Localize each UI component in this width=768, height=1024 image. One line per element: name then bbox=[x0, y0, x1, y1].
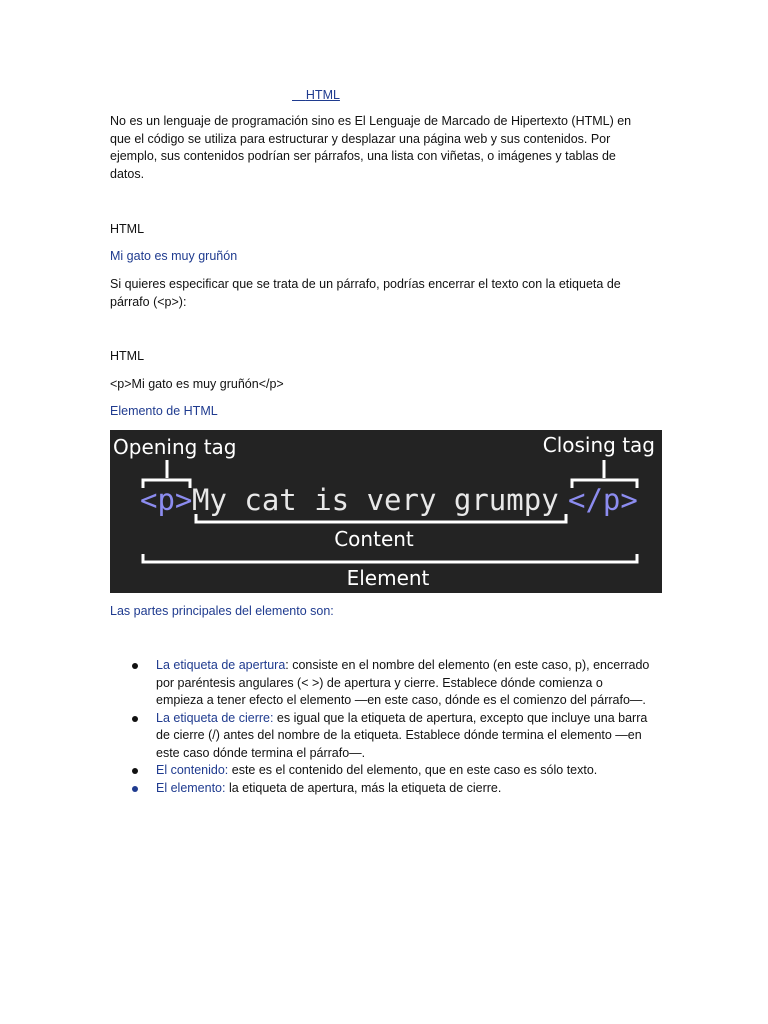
bullet-icon bbox=[132, 786, 138, 792]
closing-tag-label: Closing tag bbox=[542, 433, 655, 457]
html-label-2: HTML bbox=[110, 349, 145, 363]
element-label: Element bbox=[346, 566, 430, 590]
html-label-1: HTML bbox=[110, 222, 145, 236]
list-item-term: El contenido: bbox=[156, 763, 229, 777]
list-item-term: La etiqueta de apertura bbox=[156, 658, 286, 672]
list-item bbox=[110, 657, 650, 710]
list-item bbox=[110, 710, 650, 763]
element-heading-block bbox=[110, 403, 650, 421]
document-title[interactable]: HTML bbox=[305, 88, 340, 102]
opening-tag-label: Opening tag bbox=[113, 435, 237, 459]
list-item-desc: este es el contenido del elemento, que en este caso es sólo texto. bbox=[228, 763, 598, 777]
code-example-block bbox=[110, 376, 650, 394]
diagram-svg bbox=[110, 430, 662, 593]
code-example: <p>Mi gato es muy gruñón</p> bbox=[110, 377, 284, 391]
parts-heading: Las partes principales del elemento son: bbox=[110, 604, 334, 618]
example-heading: Mi gato es muy gruñón bbox=[110, 249, 238, 263]
open-tag-text: <p> bbox=[140, 483, 193, 517]
example-heading-block bbox=[110, 248, 650, 266]
list-item-desc: : consiste en el nombre del elemento (en este caso, p), encerrado por paréntesis angulares (< >) de apertura y cierre. Establece dónde comienza o empieza a tener efecto el elemento —en este caso, dónde es el comienzo del párrafo—. bbox=[156, 658, 650, 707]
html-label-2-block bbox=[110, 348, 650, 366]
intro-paragraph-block bbox=[110, 113, 650, 183]
close-tag-text: </p> bbox=[568, 483, 638, 517]
bullet-icon bbox=[132, 663, 138, 669]
parts-heading-block bbox=[110, 603, 650, 621]
content-text: My cat is very grumpy bbox=[192, 483, 559, 517]
explain-paragraph-block bbox=[110, 276, 650, 311]
explain-paragraph: Si quieres especificar que se trata de un párrafo, podrías encerrar el texto con la etiqueta de párrafo (<p>): bbox=[110, 277, 621, 309]
code-line bbox=[140, 483, 638, 517]
bullet-icon bbox=[132, 768, 138, 774]
list-item-desc: es igual que la etiqueta de apertura, excepto que incluye una barra de cierre (/) antes del nombre de la etiqueta. Establece dónde termina el elemento —en este caso dónde termina el párrafo—. bbox=[156, 710, 648, 760]
intro-paragraph: No es un lenguaje de programación sino es El Lenguaje de Marcado de Hipertexto (HTML) en que el código se utiliza para estructurar y desplazar una página web y sus contenidos. Por ejemplo, sus contenidos podrían ser párrafos, una lista con viñetas, o imágenes y tablas de datos. bbox=[110, 114, 632, 181]
content-label: Content bbox=[334, 527, 414, 551]
parts-list bbox=[110, 657, 650, 797]
document-title-wrap bbox=[292, 88, 340, 102]
list-item-desc: la etiqueta de apertura, más la etiqueta de cierre. bbox=[225, 780, 502, 795]
html-label-1-block bbox=[110, 221, 650, 239]
list-item bbox=[110, 762, 650, 780]
parts-list-block bbox=[110, 657, 650, 797]
element-heading: Elemento de HTML bbox=[110, 404, 218, 418]
list-item-term: El elemento: bbox=[156, 780, 226, 795]
list-item-term: La etiqueta de cierre: bbox=[156, 710, 274, 725]
html-element-diagram bbox=[110, 430, 662, 593]
element-bracket bbox=[143, 554, 637, 562]
bullet-icon bbox=[132, 716, 138, 722]
list-item bbox=[110, 780, 650, 798]
